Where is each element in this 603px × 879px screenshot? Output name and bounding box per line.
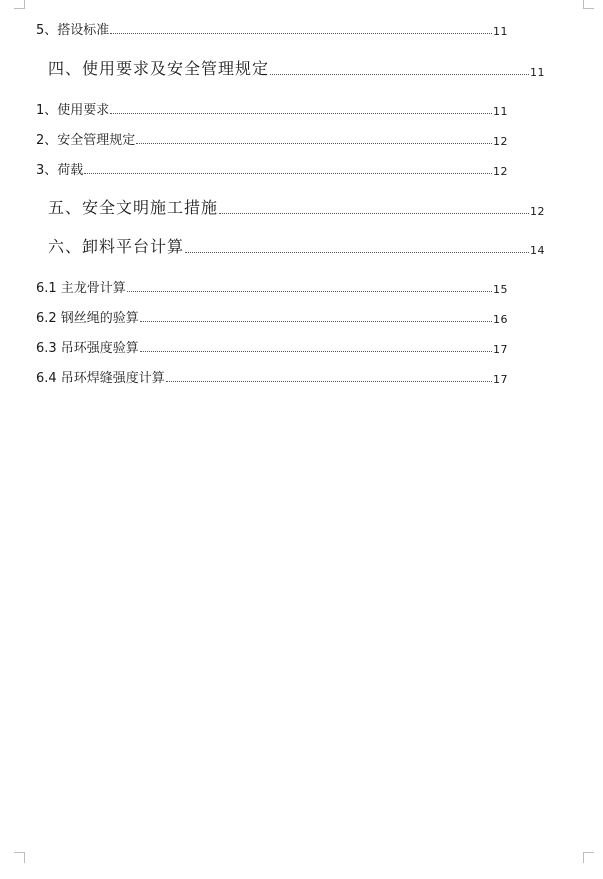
toc-page-number: 12 bbox=[493, 135, 508, 148]
toc-leader-dots bbox=[140, 350, 492, 352]
toc-entry-title: 6.1 主龙骨计算 bbox=[36, 281, 126, 296]
toc-entry-title: 6.2 钢丝绳的验算 bbox=[36, 311, 139, 326]
crop-mark-bottom-left bbox=[14, 852, 25, 863]
toc-entry[interactable] bbox=[36, 278, 508, 296]
toc-leader-dots bbox=[110, 32, 492, 34]
crop-mark-top-left bbox=[14, 0, 25, 9]
toc-entry[interactable] bbox=[36, 20, 508, 38]
toc-page-number: 15 bbox=[493, 283, 508, 296]
toc-page-number: 14 bbox=[530, 244, 545, 257]
toc-page-number: 11 bbox=[493, 25, 508, 38]
toc-entry[interactable] bbox=[36, 338, 508, 356]
toc-leader-dots bbox=[185, 251, 529, 253]
toc-entry-title: 6.3 吊环强度验算 bbox=[36, 341, 139, 356]
toc-leader-dots bbox=[110, 112, 492, 114]
toc-entry[interactable] bbox=[36, 368, 508, 386]
toc-entry[interactable] bbox=[36, 130, 508, 148]
crop-mark-top-right bbox=[583, 0, 594, 9]
toc-leader-dots bbox=[136, 142, 492, 144]
toc-entry-title: 1、使用要求 bbox=[36, 103, 110, 118]
crop-mark-bottom-right bbox=[583, 852, 594, 863]
toc-page-number: 17 bbox=[493, 373, 508, 386]
toc-entry-chapter[interactable] bbox=[48, 57, 545, 79]
toc-entry-title: 5、搭设标准 bbox=[36, 23, 110, 38]
toc-page-number: 17 bbox=[493, 343, 508, 356]
toc-leader-dots bbox=[166, 380, 492, 382]
toc-page-number: 16 bbox=[493, 313, 508, 326]
toc-page-number: 11 bbox=[493, 105, 508, 118]
toc-entry-title: 6.4 吊环焊缝强度计算 bbox=[36, 371, 165, 386]
toc-entry-title: 六、卸料平台计算 bbox=[48, 237, 185, 256]
toc-entry[interactable] bbox=[36, 160, 508, 178]
toc-entry-title: 五、安全文明施工措施 bbox=[48, 198, 219, 217]
toc-page-number: 11 bbox=[530, 66, 545, 79]
toc-entry-title: 3、荷载 bbox=[36, 163, 84, 178]
toc-entry-chapter[interactable] bbox=[48, 196, 545, 218]
toc-entry[interactable] bbox=[36, 308, 508, 326]
toc-leader-dots bbox=[270, 73, 529, 75]
toc-entry-title: 四、使用要求及安全管理规定 bbox=[48, 59, 270, 78]
toc-leader-dots bbox=[140, 320, 492, 322]
toc-entry-chapter[interactable] bbox=[48, 235, 545, 257]
toc-entry-title: 2、安全管理规定 bbox=[36, 133, 136, 148]
toc-page-number: 12 bbox=[530, 205, 545, 218]
toc-leader-dots bbox=[219, 212, 529, 214]
toc-page-number: 12 bbox=[493, 165, 508, 178]
toc-leader-dots bbox=[127, 290, 492, 292]
toc-entry[interactable] bbox=[36, 100, 508, 118]
toc-leader-dots bbox=[84, 172, 492, 174]
